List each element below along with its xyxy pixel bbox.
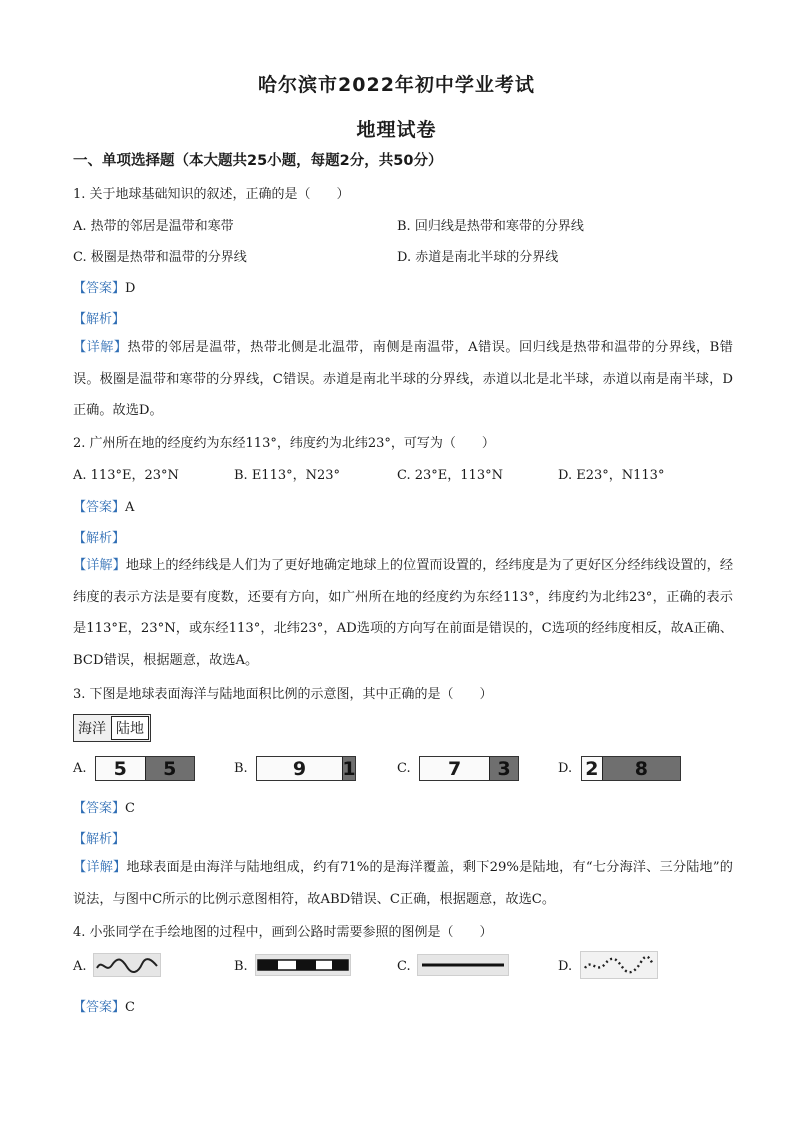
q4-answer: [73, 996, 135, 1015]
q3-option-b-label: B.: [234, 761, 248, 776]
q1-stem: 1. 关于地球基础知识的叙述，正确的是（ ）: [73, 187, 350, 202]
sea-portion: 2: [582, 757, 602, 780]
railway-symbol: [255, 954, 351, 976]
q3-answer-value: C: [125, 801, 135, 816]
q4-option-b-label: B.: [234, 959, 248, 974]
q1-detail: [73, 332, 733, 427]
exam-subtitle: 地理试卷: [356, 119, 437, 141]
q4-option-a-label: A.: [73, 959, 87, 974]
road-symbol: [417, 954, 509, 976]
answer-tag: 【答案】: [73, 500, 126, 515]
q3-legend: [73, 714, 151, 742]
q3-option-c-label: C.: [397, 761, 411, 776]
q2-answer: [73, 496, 134, 515]
sea-portion: 7: [420, 757, 489, 780]
q2-option-c: C. 23°E，113°N: [397, 468, 503, 483]
q2-answer-value: A: [125, 500, 135, 515]
detail-tag: 【详解】: [73, 558, 126, 573]
exam-title: 哈尔滨市2022年初中学业考试: [258, 74, 535, 96]
q1-option-d: D. 赤道是南北半球的分界线: [397, 250, 559, 265]
q3-option-a-label: A.: [73, 761, 87, 776]
q3-option-d-label: D.: [558, 761, 573, 776]
q2-analysis-tag: 【解析】: [73, 531, 126, 546]
q3-stem: 3. 下图是地球表面海洋与陆地面积比例的示意图，其中正确的是（ ）: [73, 687, 493, 702]
q1-option-b: B. 回归线是热带和寒带的分界线: [397, 219, 584, 234]
detail-tag: 【详解】: [73, 340, 128, 355]
q4-option-c-label: C.: [397, 959, 411, 974]
wavy-line-symbol: [93, 953, 161, 977]
land-portion: 1: [342, 757, 356, 780]
q4-answer-value: C: [125, 1000, 135, 1015]
q3-option-d-ratio-bar: [581, 756, 681, 781]
q3-option-a-ratio-bar: [95, 756, 195, 781]
section-heading: 一、单项选择题（本大题共25小题，每题2分，共50分）: [73, 153, 443, 169]
q3-option-b-ratio-bar: [256, 756, 356, 781]
answer-tag: 【答案】: [73, 1000, 126, 1015]
q2-option-d: D. E23°，N113°: [558, 468, 665, 483]
dotted-wavy-symbol: [580, 951, 658, 979]
answer-tag: 【答案】: [73, 281, 126, 296]
q3-analysis-tag: 【解析】: [73, 832, 126, 847]
legend-land-label: 陆地: [111, 716, 149, 740]
q1-answer-value: D: [125, 281, 136, 296]
q1-answer: [73, 277, 135, 296]
q3-detail: [73, 852, 733, 915]
q3-option-c-ratio-bar: [419, 756, 519, 781]
q2-stem: 2. 广州所在地的经度约为东经113°，纬度约为北纬23°，可写为（ ）: [73, 436, 495, 451]
q1-option-a: A. 热带的邻居是温带和寒带: [73, 219, 234, 234]
q2-detail-text: 地球上的经纬线是人们为了更好地确定地球上的位置而设置的，经纬度是为了更好区分经纬线设置的，经纬度的表示方法是要有度数，还要有方向，如广州所在地的经度约为东经113°，纬度约为北纬23°，正确的表示是113°E，23°N，或东经113°，北纬23°，AD选项的方向写在前面是错误的，C选项的经纬度相反，故A正确、BCD错误，根据题意，故选A。: [73, 558, 734, 668]
sea-portion: 5: [96, 757, 145, 780]
land-portion: 3: [489, 757, 518, 780]
q3-detail-text: 地球表面是由海洋与陆地组成，约有71%的是海洋覆盖，剩下29%是陆地，有“七分海洋、三分陆地”的说法，与图中C所示的比例示意图相符，故ABD错误、C正确，根据题意，故选C。: [73, 860, 733, 907]
legend-sea-label: 海洋: [78, 721, 106, 737]
q1-detail-text: 热带的邻居是温带，热带北侧是北温带，南侧是南温带，A错误。回归线是热带和温带的分界线，B错误。极圈是温带和寒带的分界线，C错误。赤道是南北半球的分界线，赤道以北是北半球，赤道以南是南半球，D正确。故选D。: [73, 340, 733, 418]
land-portion: 8: [602, 757, 680, 780]
q4-stem: 4. 小张同学在手绘地图的过程中，画到公路时需要参照的图例是（ ）: [73, 925, 493, 940]
q2-option-b: B. E113°，N23°: [234, 468, 341, 483]
q4-option-d-label: D.: [558, 959, 573, 974]
q1-option-c: C. 极圈是热带和温带的分界线: [73, 250, 247, 265]
q2-detail: [73, 550, 733, 676]
land-portion: 5: [145, 757, 195, 780]
q2-option-a: A. 113°E，23°N: [73, 468, 179, 483]
q1-analysis-tag: 【解析】: [73, 312, 126, 327]
answer-tag: 【答案】: [73, 801, 126, 816]
detail-tag: 【详解】: [73, 860, 127, 875]
sea-portion: 9: [257, 757, 342, 780]
q3-answer: [73, 797, 135, 816]
